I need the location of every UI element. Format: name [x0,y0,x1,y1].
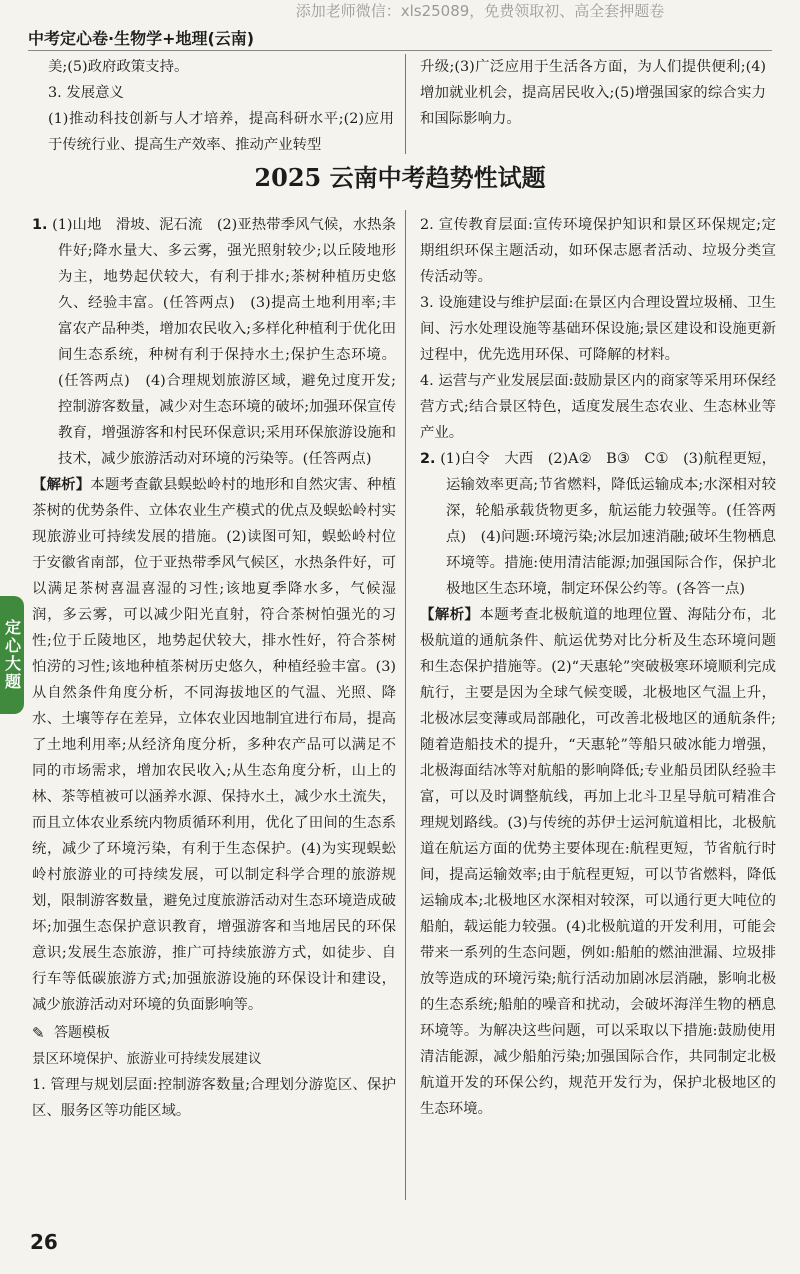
watermark: 添加老师微信：xls25089，免费领取初、高全套押题卷 [295,2,665,20]
answer-template-item: 1. 管理与规划层面:控制游客数量;合理划分游览区、保护区、服务区等功能区域。 [32,1077,396,1119]
q2-answer-text: (1)白令 大西 (2)A② B③ C① (3)航程更短，运输效率更高;节省燃料，降低运输成本;水深相对较深，轮船承载货物更多，航运能力较强等。(任答两点) (4)问题:环境污染;冰层加速消融;破坏生物栖息环境等。措施:使用清洁能源;加强国际合作，保护北极地区生态环境，制定环保公约等。(各答一点) [440,451,776,597]
top-right-paragraph: 升级;(3)广泛应用于生活各方面，为人们提供便利;(4)增加就业机会，提高居民收入;(5)增强国家的综合实力和国际影响力。 [420,59,766,127]
q2-number: 2. [420,451,436,467]
q1-analysis-text: 本题考查歙县蜈蚣岭村的地形和自然灾害、种植茶树的优势条件、立体农业生产模式的优点及蜈蚣岭村实现旅游业可持续发展的措施。(2)读图可知，蜈蚣岭村位于安徽省南部，位于亚热带季风气候区，水热条件好，可以满足茶树喜温喜湿的习性;该地夏季降水多，气候湿润，多云雾，可以减少阳光直射，符合茶树怕强光的习性;位于丘陵地区，地势起伏较大，排水性好，符合茶树怕涝的习性;该地种植茶树历史悠久，种植经验丰富。(3)从自然条件角度分析，不同海拔地区的气温、光照、降水、土壤等存在差异，立体农业因地制宜进行布局，提高了土地利用率;从经济角度分析，多种农产品可以满足不同的市场需求，增加农民收入;从生态角度分析，山上的林、茶等植被可以涵养水源、保持水土，减少水土流失，而且立体农业系统内物质循环利用，优化了田间的生态系统，减少了环境污染，有利于生态保护。(4)为实现蜈蚣岭村旅游业的可持续发展，可以制定科学合理的旅游规划，限制游客数量，避免过度旅游活动对生态环境造成破坏;加强生态保护意识教育，增强游客和当地居民的环保意识;发展生态旅游，推广可持续旅游方式，如徒步、自行车等低碳旅游方式;加强旅游设施的环保设计和建设，减少旅游活动对环境的负面影响等。 [32,477,396,1013]
page-number: 26 [30,1230,58,1254]
q2-analysis [420,602,776,1122]
q1-answer [32,212,396,472]
answer-template-subtitle: 景区环境保护、旅游业可持续发展建议 [32,1051,262,1067]
left-column [32,212,396,1124]
q2-answer [420,446,776,602]
running-header: 中考定心卷·生物学+地理(云南) [28,29,255,48]
answer-template-title [32,1020,396,1046]
answer-template-item: 3. 设施建设与维护层面:在景区内合理设置垃圾桶、卫生间、污水处理设施等基础环保设施;景区建设和设施更新过程中，优先选用环保、可降解的材料。 [420,295,776,363]
answer-template-item: 2. 宣传教育层面:宣传环境保护知识和景区环保规定;定期组织环保主题活动，如环保志愿者活动、垃圾分类宣传活动等。 [420,217,776,285]
q1-analysis [32,472,396,1018]
q1-answer-text: (1)山地 滑坡、泥石流 (2)亚热带季风气候，水热条件好;降水量大、多云雾，强光照射较少;以丘陵地形为主，地势起伏较大，有利于排水;茶树种植历史悠久、经验丰富。(任答两点) (3)提高土地利用率;丰富农产品种类，增加农民收入;多样化种植利于优化田间生态系统，种树有利于保持水土;保护生态环境。(任答两点) (4)合理规划旅游区域，避免过度开发;控制游客数量，减少对生态环境的破坏;加强环保宣传教育，增强游客和村民环保意识;采用环保旅游设施和技术，减少旅游活动对环境的污染等。(任答两点) [52,217,396,467]
right-column [420,212,776,1122]
q1-number: 1. [32,217,48,233]
top-left-paragraph: (1)推动科技创新与人才培养，提高科研水平;(2)应用于传统行业、提高生产效率、推动产业转型 [48,111,394,153]
column-divider-main [405,210,406,1200]
column-divider-top [405,54,406,154]
top-left-heading: 3. 发展意义 [48,85,124,101]
q2-analysis-tag: 【解析】 [420,606,480,623]
top-left-paragraph: 美;(5)政府政策支持。 [48,59,189,75]
answer-template-item: 4. 运营与产业发展层面:鼓励景区内的商家等采用环保经营方式;结合景区特色，适度发展生态农业、生态林业等产业。 [420,373,776,441]
top-right-column [420,54,766,132]
q2-analysis-text: 本题考查北极航道的地理位置、海陆分布，北极航道的通航条件、航运优势对比分析及生态环境问题和生态保护措施等。(2)“天惠轮”突破极寒环境顺利完成航行，主要是因为全球气候变暖，北极地区气温上升，北极冰层变薄或局部融化，可改善北极地区的通航条件;随着造船技术的提升，“天惠轮”等船只破冰能力增强，北极海面结冰等对航船的影响降低;专业船员团队经验丰富，可以及时调整航线，再加上北斗卫星导航可精准合理规划路线。(3)与传统的苏伊士运河航道相比，北极航道在航运方面的优势主要体现在:航程更短，节省航行时间，提高运输效率;由于航程更短，可以节省燃料，降低运输成本;北极地区水深相对较深，可以通行更大吨位的船舶，载运能力较强。(4)北极航道的开发利用，可能会带来一系列的生态问题，例如:船舶的燃油泄漏、垃圾排放等造成的环境污染;航行活动加剧冰层消融，影响北极的生态系统;船舶的噪音和扰动，会破坏海洋生物的栖息环境等。为解决这些问题，可以采取以下措施:鼓励使用清洁能源，减少船舶污染;加强国际合作，共同制定北极航道开发的环保公约，规范开发行为，保护北极地区的生态环境。 [420,607,776,1117]
side-tab-label: 定心大题 [2,619,22,691]
pencil-note-icon: ✎ [32,1024,45,1042]
side-section-tab [0,596,24,714]
q1-analysis-tag: 【解析】 [32,476,91,493]
header-rule [28,50,772,51]
section-title: 2025 云南中考趋势性试题 [254,163,546,192]
top-left-column [48,54,394,158]
answer-template-label: 答题模板 [54,1025,110,1041]
